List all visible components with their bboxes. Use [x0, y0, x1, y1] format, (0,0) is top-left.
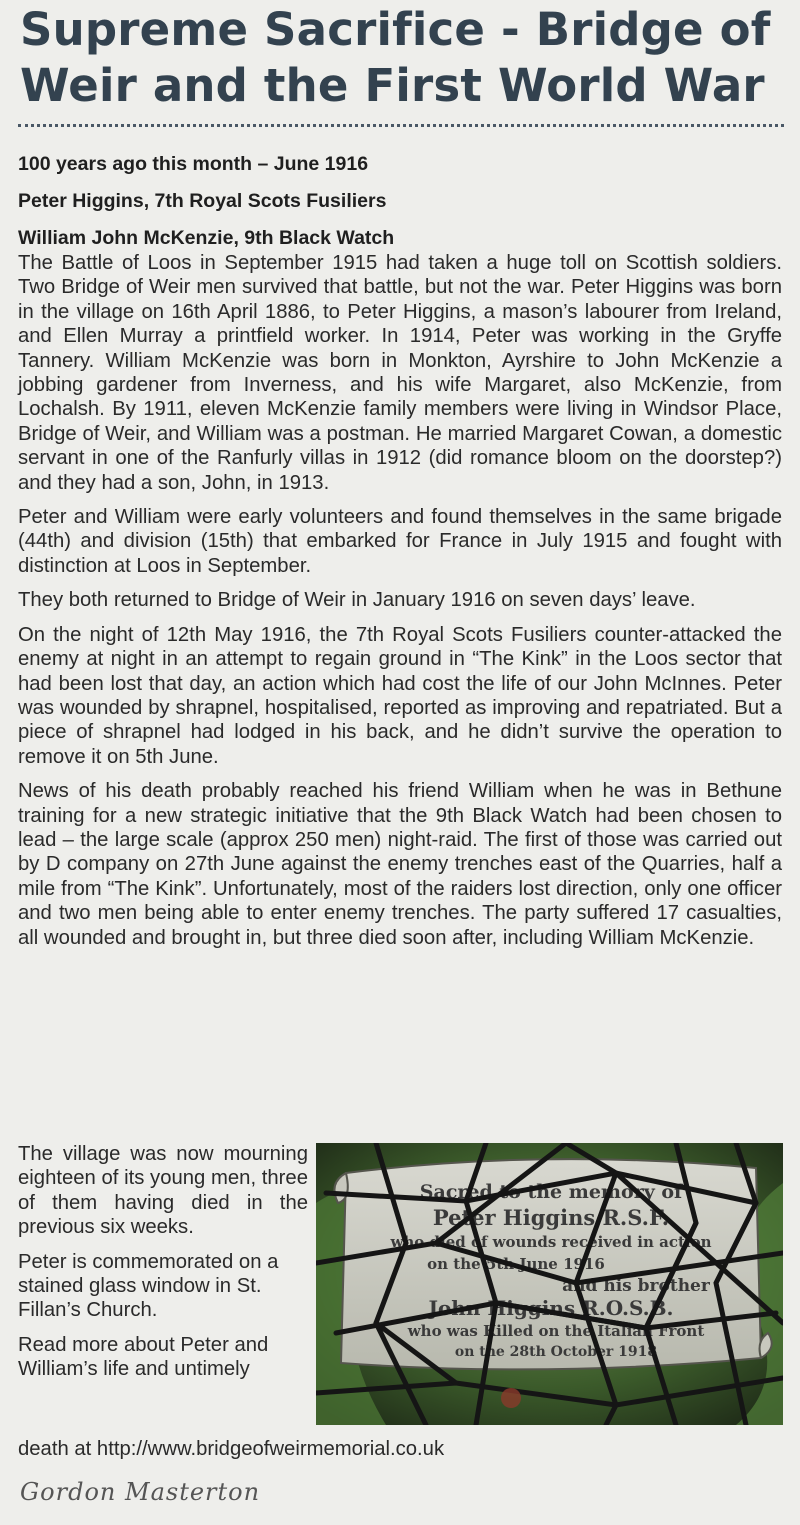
date-heading: 100 years ago this month – June 1916 — [18, 153, 369, 175]
inscription-line-4: on the 5th June 1916 — [427, 1255, 605, 1273]
paragraph: They both returned to Bridge of Weir in January 1916 on seven days’ leave. — [18, 589, 696, 612]
title-line-2: Weir and the First World War — [20, 59, 765, 112]
subheadings — [18, 146, 788, 257]
paragraph: News of his death probably reached his friend William when he was in Bethune training for a new strategic initiative that the 9th Black Watch had been chosen to lead – the large scale (approx 250 men) night-raid. The first of those was carried out by D company on 27th June against the enemy trenches east of the Quarries, half a mile from “The Kink”. Unfortunately, most of the raiders lost direction, only one officer and two men being able to enter enemy trenches. The party suffered 17 casualties, all wounded and brought in, but three died soon after, including William McKenzie. — [18, 780, 782, 949]
paragraph: The Battle of Loos in September 1915 had taken a huge toll on Scottish soldiers. Two Bridge of Weir men survived that battle, but not the war. Peter Higgins was born in the village on 16th April 1886, to Peter Higgins, a mason’s labourer from Ireland, and Ellen Murray a printfield worker. In 1914, Peter was working in the Gryffe Tannery. William McKenzie was born in Monkton, Ayrshire to John McKenzie a jobbing gardener from Inverness, and his wife Margaret, also McKenzie, from Lochalsh. By 1911, eleven McKenzie family members were living in Windsor Place, Bridge of Weir, and William was a postman. He married Margaret Cowan, a domestic servant in one of the Ranfurly villas in 1912 (did romance bloom on the doorstep?) and they had a son, John, in 1913. — [18, 252, 782, 494]
side-column — [18, 1142, 308, 1382]
title-line-1: Supreme Sacrifice - Bridge of — [20, 3, 771, 56]
inscription-line-7: who was Killed on the Italian Front — [407, 1322, 705, 1340]
article-body — [18, 251, 782, 960]
paragraph: On the night of 12th May 1916, the 7th Royal Scots Fusiliers counter-attacked the enemy at night in an attempt to regain ground in “The Kink” in the Loos sector that had been lost that day, an action which had cost the life of our John McInnes. Peter was wounded by shrapnel, hospitalised, reported as improving and repatriated. But a piece of shrapnel had lodged in his back, and he didn’t survive the operation to remove it on 5th June. — [18, 623, 782, 768]
article-title — [20, 2, 790, 114]
soldier-heading-mckenzie: William John McKenzie, 9th Black Watch — [18, 227, 395, 249]
paragraph: Peter and William were early volunteers and found themselves in the same brigade (44th) and division (15th) that embarked for France in July 1915 and fought with distinction at Loos in September. — [18, 506, 782, 577]
inscription-line-3: who died of wounds received in action — [390, 1233, 712, 1251]
stained-glass-photo — [316, 1143, 783, 1425]
dotted-divider — [18, 124, 784, 127]
side-paragraph: The village was now mourning eighteen of its young men, three of them having died in the previous six weeks. — [18, 1143, 308, 1239]
inscription-line-6: John Higgins R.O.S.B. — [428, 1296, 674, 1320]
inscription-line-2: Peter Higgins R.S.F. — [432, 1205, 670, 1230]
inscription-line-5: and his brother — [562, 1276, 710, 1296]
readmore-text: Read more about Peter and William’s life and untimely — [18, 1333, 269, 1381]
side-paragraph: Peter is commemorated on a stained glass window in St. Fillan’s Church. — [18, 1250, 279, 1322]
inscription-line-1: Sacred to the memory of — [419, 1181, 683, 1203]
readmore-link-line: death at http://www.bridgeofweirmemorial.co.uk — [18, 1438, 445, 1460]
author-signature: Gordon Masterton — [20, 1478, 261, 1506]
inscription-line-8: on the 28th October 1918 — [454, 1344, 658, 1360]
soldier-heading-higgins: Peter Higgins, 7th Royal Scots Fusiliers — [18, 190, 387, 212]
